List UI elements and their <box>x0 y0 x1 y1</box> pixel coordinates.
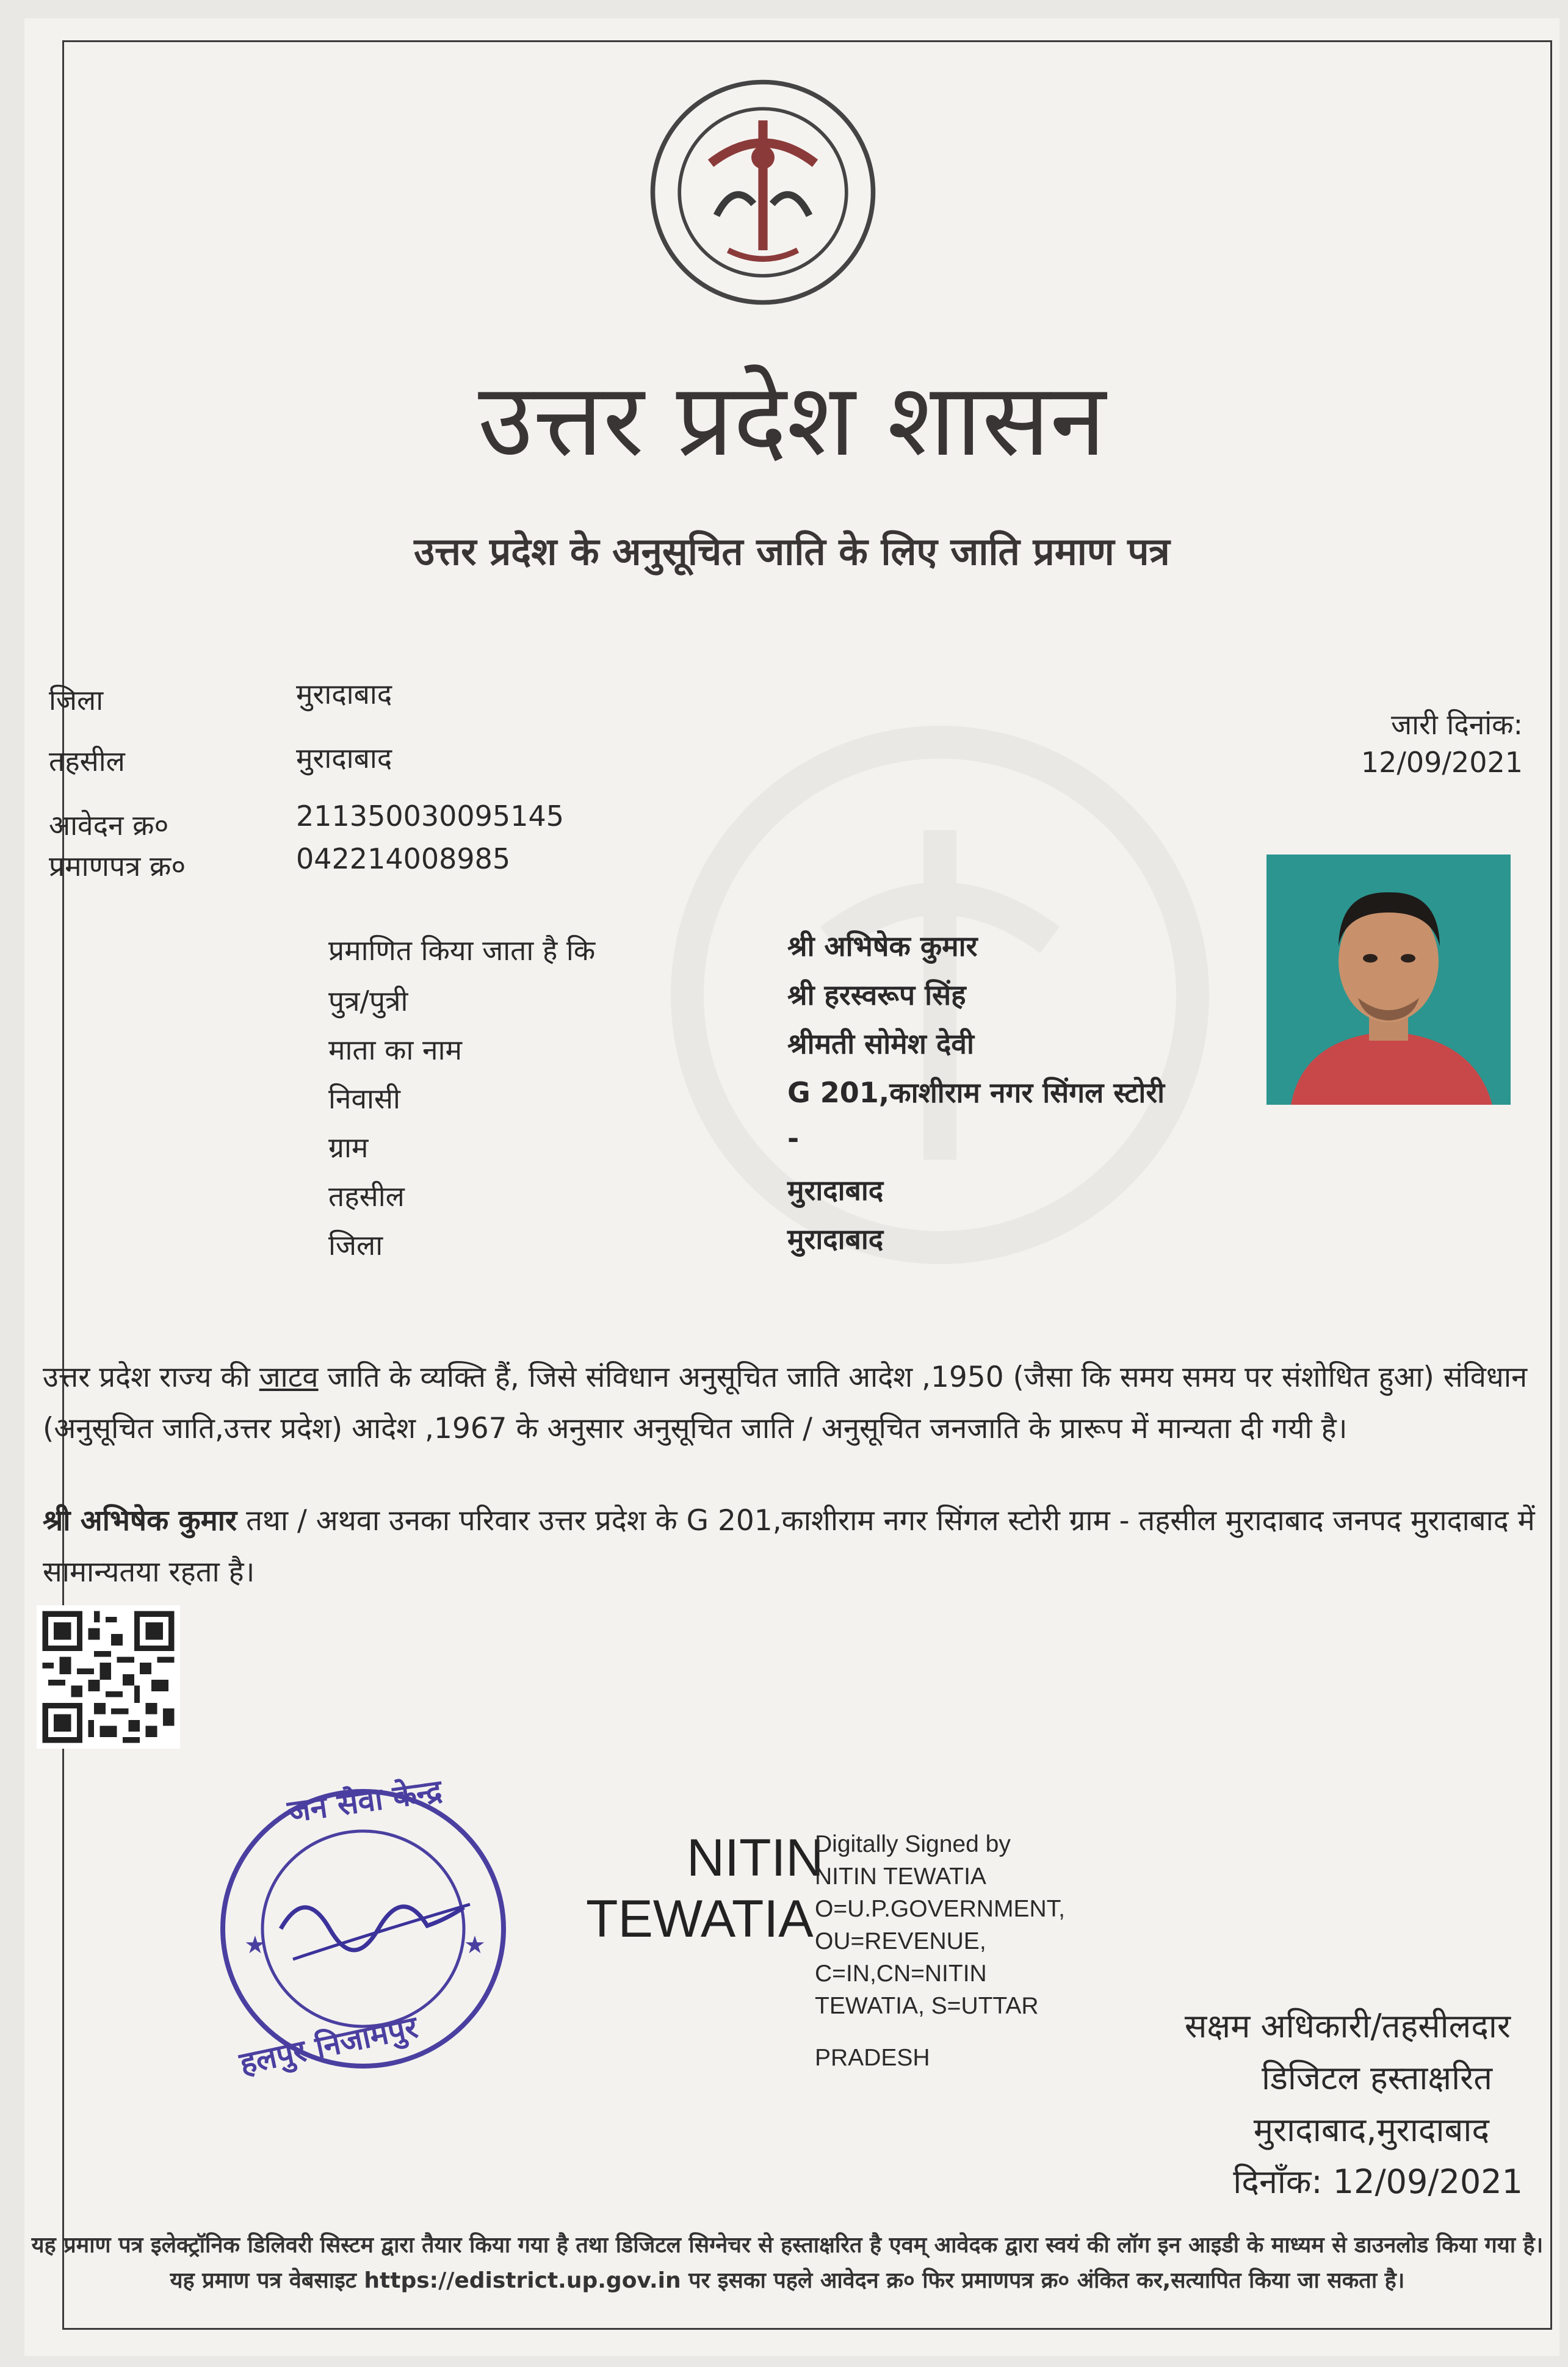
paragraph-text: जाति के व्यक्ति हैं, जिसे संविधान अनुसूचित जाति आदेश ,1950 (जैसा कि समय समय पर संशोधित हुआ) संविधान (अनुसूचित जाति,उत्तर प्रदेश) आदेश ,1967 के अनुसार अनुसूचित जाति / अनुसूचित जनजाति के प्रारूप में मान्यता दी गयी है। <box>43 1361 1528 1445</box>
applicant-photo <box>1266 855 1511 1105</box>
digital-signature-line: O=U.P.GOVERNMENT, <box>815 1896 1065 1922</box>
svg-text:★: ★ <box>244 1931 266 1959</box>
authority-designation: सक्षम अधिकारी/तहसीलदार <box>1184 2007 1511 2045</box>
district-value: मुरादाबाद <box>296 678 392 710</box>
district-label: जिला <box>49 684 104 717</box>
detail-label: निवासी <box>328 1082 400 1115</box>
up-state-emblem-icon <box>647 76 879 308</box>
detail-value: मुरादाबाद <box>787 1174 884 1207</box>
detail-label: पुत्र/पुत्री <box>328 985 408 1017</box>
svg-text:★: ★ <box>464 1931 486 1959</box>
digital-signature-line: OU=REVENUE, <box>815 1928 986 1954</box>
authority-date: 12/09/2021 <box>1332 2163 1523 2201</box>
detail-label: प्रमाणित किया जाता है कि <box>328 934 596 967</box>
detail-label: तहसील <box>328 1180 405 1213</box>
digital-signature-line: TEWATIA, S=UTTAR <box>815 1993 1039 2019</box>
detail-label: जिला <box>328 1229 383 1262</box>
person-photo-icon <box>1266 855 1511 1105</box>
verification-note: यह प्रमाण पत्र इलेक्ट्रॉनिक डिलिवरी सिस्टम द्वारा तैयार किया गया है तथा डिजिटल सिग्नेचर से हस्ताक्षरित है एवम् आवेदक द्वारा स्वयं की लॉग इन आइडी के माध्यम से डाउनलोड किया गया है। यह प्रमाण पत्र वेबसाइट https://edistrict.up.gov.in पर इसका पहले आवेदन क्र० फिर प्रमाणपत्र क्र० अंकित कर,सत्यापित किया जा सकता है। <box>31 2233 1544 2293</box>
certificate-paragraph-1 <box>43 1352 1538 1455</box>
detail-value: श्री अभिषेक कुमार <box>787 930 978 963</box>
digital-signature-state: PRADESH <box>815 2045 930 2071</box>
seal-top-text: जन सेवा केन्द्र <box>285 1773 444 1830</box>
issue-date: 12/09/2021 <box>1360 746 1523 779</box>
paragraph-text: उत्तर प्रदेश राज्य की <box>43 1361 259 1394</box>
issue-date-label: जारी दिनांक: <box>1390 708 1523 741</box>
certificate-page <box>24 18 1559 2356</box>
application-label: आवेदन क्र० <box>49 809 169 842</box>
detail-label: ग्राम <box>328 1131 369 1164</box>
tehsil-label: तहसील <box>49 745 125 778</box>
caste-name: जाटव <box>259 1361 319 1394</box>
signer-name-line1: NITIN <box>687 1829 824 1887</box>
digital-signature-line: Digitally Signed by <box>815 1831 1011 1857</box>
detail-label: माता का नाम <box>328 1033 462 1066</box>
signer-name-line2: TEWATIA <box>586 1890 814 1948</box>
certificate-number-label: प्रमाणपत्र क्र० <box>49 850 186 883</box>
detail-value: - <box>787 1122 800 1155</box>
paragraph-text: तथा / अथवा उनका परिवार उत्तर प्रदेश के G 201,काशीराम नगर सिंगल स्टोरी ग्राम - तहसील मुरादाबाद जनपद मुरादाबाद में सामान्यतया रहता है। <box>43 1504 1535 1589</box>
qr-code-icon <box>37 1605 180 1749</box>
tehsil-value: मुरादाबाद <box>296 742 392 775</box>
document-subtitle: उत्तर प्रदेश के अनुसूचित जाति के लिए जाति प्रमाण पत्र <box>414 529 1170 574</box>
detail-value: श्री हरस्वरूप सिंह <box>787 978 966 1011</box>
detail-value: G 201,काशीराम नगर सिंगल स्टोरी <box>787 1076 1165 1109</box>
certificate-paragraph-2 <box>43 1495 1538 1598</box>
seal-bottom-text: हलपुर निजामपुर <box>236 2009 421 2082</box>
application-number: 211350030095145 <box>296 800 564 833</box>
digital-signature-details <box>815 1828 1065 2022</box>
detail-value: श्रीमती सोमेश देवी <box>787 1027 974 1060</box>
certificate-number: 042214008985 <box>296 842 511 875</box>
detail-value: मुरादाबाद <box>787 1223 884 1256</box>
applicant-name: श्री अभिषेक कुमार <box>43 1504 237 1538</box>
authority-location: मुरादाबाद,मुरादाबाद <box>1253 2111 1489 2149</box>
authority-date-label: दिनाँक: <box>1233 2163 1323 2201</box>
authority-signature-type: डिजिटल हस्ताक्षरित <box>1262 2059 1492 2097</box>
digital-signature-line: NITIN TEWATIA <box>815 1863 986 1890</box>
document-title: उत्तर प्रदेश शासन <box>478 361 1106 479</box>
authority-date-row <box>1233 2158 1523 2203</box>
digital-signature-line: C=IN,CN=NITIN <box>815 1960 987 1987</box>
